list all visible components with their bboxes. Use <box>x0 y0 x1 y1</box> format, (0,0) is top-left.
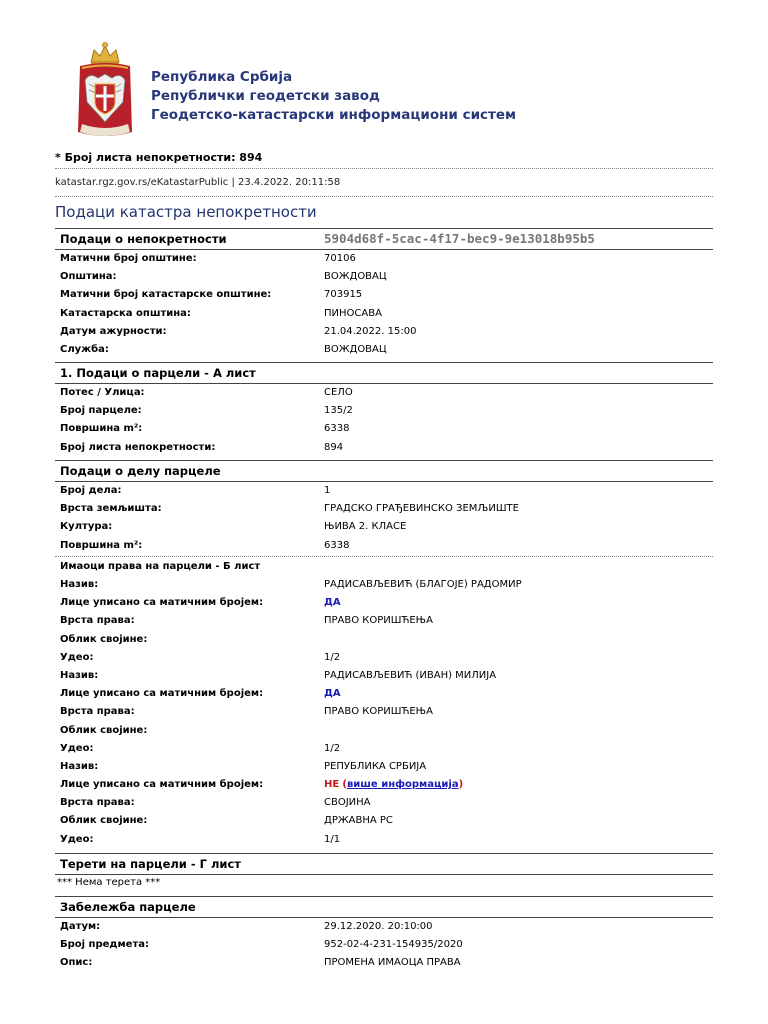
owner-row <box>55 758 713 776</box>
parcel-part-heading <box>55 460 713 482</box>
registered-no-text: НЕ <box>324 779 340 791</box>
parcel-row <box>55 384 713 402</box>
property-row <box>55 250 713 268</box>
property-row <box>55 341 713 359</box>
row-label: Назив: <box>60 669 99 681</box>
header <box>76 40 696 140</box>
row-value: 952-02-4-231-154935/2020 <box>324 939 463 951</box>
property-heading <box>55 228 713 250</box>
row-label: Врста права: <box>60 706 135 718</box>
owner-row <box>55 667 713 685</box>
row-value: 703915 <box>324 289 363 301</box>
owners-heading <box>55 558 713 576</box>
row-value: РЕПУБЛИКА СРБИЈА <box>324 760 427 772</box>
serbian-coat-of-arms-icon <box>76 40 134 140</box>
header-line-system: Геодетско-катастарски информациони систем <box>151 107 517 123</box>
row-label: Облик својине: <box>60 815 148 827</box>
row-value: 70106 <box>324 253 356 264</box>
row-label: Врста земљишта: <box>60 503 162 515</box>
row-value: ЊИВА 2. КЛАСЕ <box>324 521 407 533</box>
header-titles <box>151 68 516 125</box>
row-label: Удео: <box>60 833 94 845</box>
parcel-part-heading-label: Подаци о делу парцеле <box>60 464 221 478</box>
owner-row <box>55 776 713 794</box>
row-value: 1 <box>324 485 331 496</box>
paren-close: ) <box>458 779 464 791</box>
header-line-country: Република Србија <box>151 69 293 85</box>
remark-section <box>55 896 713 973</box>
property-row <box>55 323 713 341</box>
row-value: 29.12.2020. 20:10:00 <box>324 921 433 932</box>
row-value: ВОЖДОВАЦ <box>324 343 387 355</box>
owner-row <box>55 685 713 703</box>
owner-row <box>55 812 713 830</box>
owner-row <box>55 740 713 758</box>
row-value: СЕЛО <box>324 387 353 398</box>
parcel-row <box>55 402 713 420</box>
property-row <box>55 268 713 286</box>
burdens-section <box>55 853 713 890</box>
remark-row <box>55 918 713 936</box>
parcel-row <box>55 420 713 438</box>
row-value: 6338 <box>324 423 350 435</box>
row-value: РАДИСАВЉЕВИЋ (БЛАГОЈЕ) РАДОМИР <box>324 579 522 590</box>
remark-heading-label: Забележба парцеле <box>60 900 196 914</box>
row-label: Број листа непокретности: <box>60 441 216 453</box>
row-label: Служба: <box>60 343 109 355</box>
row-value: РАДИСАВЉЕВИЋ (ИВАН) МИЛИЈА <box>324 669 497 681</box>
row-label: Врста права: <box>60 797 135 809</box>
row-label: Матични број катастарске општине: <box>60 289 272 301</box>
row-label: Удео: <box>60 651 94 663</box>
source-and-timestamp: katastar.rgz.gov.rs/eKatastarPublic | 23.4.2022. 20:11:58 <box>55 177 341 188</box>
row-label: Датум ажурности: <box>60 325 167 337</box>
owner-row <box>55 594 713 612</box>
row-label: Површина m²: <box>60 423 143 435</box>
property-id: 5904d68f-5cac-4f17-bec9-9e13018b95b5 <box>324 231 595 246</box>
parcel-row <box>55 439 713 457</box>
row-label: Облик својине: <box>60 724 148 736</box>
row-value: ПРАВО КОРИШЋЕЊА <box>324 706 433 718</box>
row-value: СВОЈИНА <box>324 797 371 809</box>
owners-section <box>55 558 713 849</box>
row-label: Опис: <box>60 957 93 969</box>
row-value: ПИНОСАВА <box>324 307 382 319</box>
row-label: Облик својине: <box>60 633 148 645</box>
row-value: ВОЖДОВАЦ <box>324 271 387 283</box>
parcel-part-row <box>55 537 713 555</box>
parcel-heading <box>55 362 713 383</box>
remark-heading <box>55 896 713 918</box>
row-label: Површина m²: <box>60 539 143 551</box>
owner-row <box>55 722 713 740</box>
property-row <box>55 305 713 323</box>
registered-no-value <box>324 776 463 794</box>
parcel-part-row <box>55 500 713 518</box>
owner-row <box>55 794 713 812</box>
row-label: Број предмета: <box>60 939 149 951</box>
row-label: Назив: <box>60 579 99 590</box>
row-label: Лице уписано са матичним бројем: <box>60 779 264 791</box>
row-label: Удео: <box>60 742 94 754</box>
owner-row <box>55 612 713 630</box>
row-value: 894 <box>324 441 344 453</box>
more-info-link[interactable]: више информација <box>346 779 459 791</box>
sheet-number-title: * Број листа непокретности: 894 <box>55 151 263 164</box>
row-value: ПРОМЕНА ИМАОЦА ПРАВА <box>324 957 461 969</box>
row-label: Датум: <box>60 921 101 932</box>
header-line-institute: Републички геодетски завод <box>151 88 380 104</box>
row-value: 1/1 <box>324 833 341 845</box>
registered-yes-value: ДА <box>324 597 341 609</box>
registered-yes-value: ДА <box>324 688 341 700</box>
divider <box>55 196 713 197</box>
property-section <box>55 228 713 359</box>
row-label: Број дела: <box>60 485 122 496</box>
parcel-part-row <box>55 518 713 536</box>
burdens-heading-label: Терети на парцели - Г лист <box>60 857 241 871</box>
parcel-part-section <box>55 460 713 555</box>
divider <box>55 168 713 169</box>
row-value: 1/2 <box>324 651 341 663</box>
property-heading-label: Подаци о непокретности <box>60 232 227 246</box>
parcel-section <box>55 362 713 457</box>
property-row <box>55 286 713 304</box>
owner-row <box>55 631 713 649</box>
owner-row <box>55 703 713 721</box>
row-label: Потес / Улица: <box>60 387 145 398</box>
remark-row <box>55 936 713 954</box>
row-value: 21.04.2022. 15:00 <box>324 325 417 337</box>
row-value: ПРАВО КОРИШЋЕЊА <box>324 615 433 627</box>
row-label: Назив: <box>60 760 99 772</box>
row-label: Лице уписано са матичним бројем: <box>60 597 264 609</box>
row-value: 1/2 <box>324 742 341 754</box>
document-title: Подаци катастра непокретности <box>55 203 317 221</box>
row-value: 6338 <box>324 539 350 551</box>
row-label: Врста права: <box>60 615 135 627</box>
row-label: Лице уписано са матичним бројем: <box>60 688 264 700</box>
row-value: ДРЖАВНА РС <box>324 815 393 827</box>
parcel-part-row <box>55 482 713 500</box>
owner-row <box>55 576 713 594</box>
paren-open: ( <box>342 779 347 791</box>
parcel-heading-label: 1. Подаци о парцели - А лист <box>60 366 256 380</box>
row-value: ГРАДСКО ГРАЂЕВИНСКО ЗЕМЉИШТЕ <box>324 503 519 515</box>
owner-row <box>55 649 713 667</box>
row-label: Матични број општине: <box>60 253 197 264</box>
row-label: Катастарска општина: <box>60 307 191 319</box>
owner-row <box>55 831 713 849</box>
owners-heading-label: Имаоци права на парцели - Б лист <box>60 561 261 572</box>
row-label: Култура: <box>60 521 113 533</box>
row-label: Број парцеле: <box>60 405 142 417</box>
row-label: Општина: <box>60 271 117 283</box>
divider <box>55 556 713 557</box>
no-burdens-note: *** Нема терета *** <box>57 877 161 888</box>
remark-row <box>55 954 713 972</box>
row-value: 135/2 <box>324 405 353 417</box>
burdens-heading <box>55 853 713 875</box>
